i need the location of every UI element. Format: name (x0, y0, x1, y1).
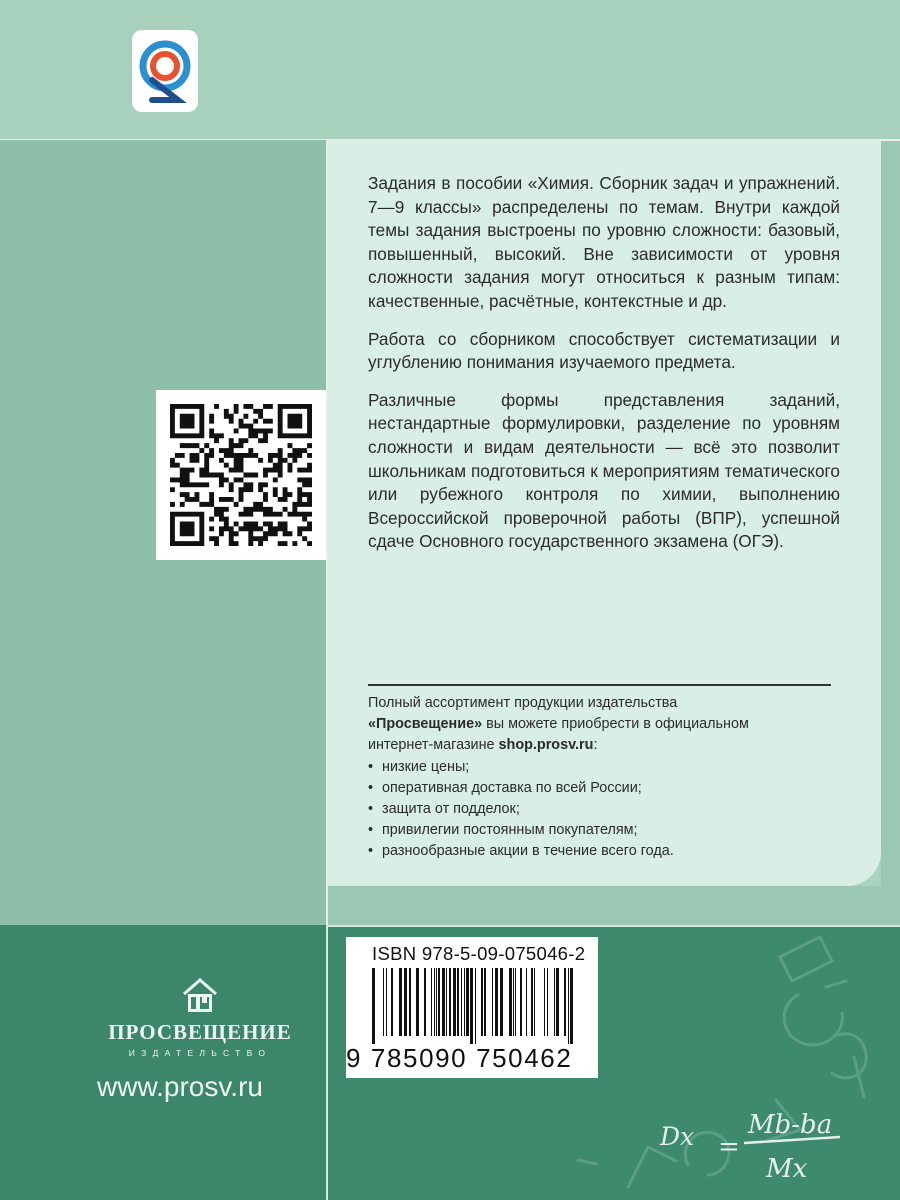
isbn-label: ISBN 978-5-09-075046-2 (372, 943, 586, 964)
bottom-left-area (0, 925, 327, 1200)
qr-code-icon (170, 404, 312, 546)
benefits-list (368, 757, 838, 863)
shop-info (368, 693, 838, 863)
shop-line-2-rest: вы можете приобрести в официальном (482, 716, 749, 733)
publisher-name: ПРОСВЕЩЕНИЕ (108, 1020, 292, 1044)
benefit-item: • оперативная доставка по всей России; (368, 778, 838, 799)
description (368, 172, 840, 568)
separator-line (368, 684, 831, 686)
brand-name: «Просвещение» (368, 716, 483, 733)
publisher-logo[interactable] (100, 976, 300, 1058)
series-logo-icon (132, 30, 198, 112)
barcode-bars-icon (368, 968, 578, 1044)
formula-lhs: Dx (660, 1122, 695, 1151)
panel-right-strip (881, 141, 900, 925)
formula-denominator: Mx (766, 1154, 808, 1184)
barcode-digits: 9 785090 750462 (346, 1043, 573, 1073)
paragraph-1: Задания в пособии «Химия. Сборник задач и упражнений. 7—9 классы» распределены по темам. Внутри каждой темы задания выстроены по уровню сложности: базовый, повышенный, высокий. Вне зависимости от уровня сложности задания могут относиться к разным типам: качественные, расчётные, контекстные и др. (368, 173, 840, 311)
shop-link[interactable]: shop.prosv.ru (498, 737, 594, 754)
shop-line-3-end: : (593, 737, 598, 754)
benefit-item: • разнообразные акции в течение всего года. (368, 841, 838, 862)
paragraph-3: Различные формы представления заданий, нестандартные формулировки, разделение по уровням сложности и видам деятельности — всё это позволит школьникам подготовиться к мероприятиям тематического или рубежного контроля по химии, выполнению Всероссийской проверочной работы (ВПР), успешной сдаче Основного государственного экзамена (ОГЭ). (368, 389, 840, 552)
qr-code[interactable] (156, 390, 326, 560)
isbn-barcode (346, 937, 598, 1078)
paragraph-2: Работа со сборником способствует систематизации и углублению понимания изучаемого предмета. (368, 328, 840, 373)
shop-line-2 (368, 714, 838, 735)
formula-numerator: Mb-ba (748, 1110, 833, 1140)
benefit-item: • низкие цены; (368, 757, 838, 778)
shop-line-3-start: интернет-магазине (368, 737, 499, 754)
svg-text:=: = (718, 1132, 740, 1162)
panel-bottom-strip (328, 886, 900, 925)
publisher-subtitle: ИЗДАТЕЛЬСТВО (128, 1048, 272, 1058)
qr-modules (170, 404, 312, 546)
benefit-item: • защита от подделок; (368, 799, 838, 820)
publisher-emblem-icon (180, 976, 220, 1016)
shop-line-1: Полный ассортимент продукции издательства (368, 695, 678, 711)
benefit-item: • привилегии постоянным покупателям; (368, 820, 838, 841)
barcode-lines (372, 968, 573, 1044)
publisher-website[interactable]: www.prosv.ru (97, 1071, 263, 1102)
shop-line-3 (368, 735, 838, 756)
